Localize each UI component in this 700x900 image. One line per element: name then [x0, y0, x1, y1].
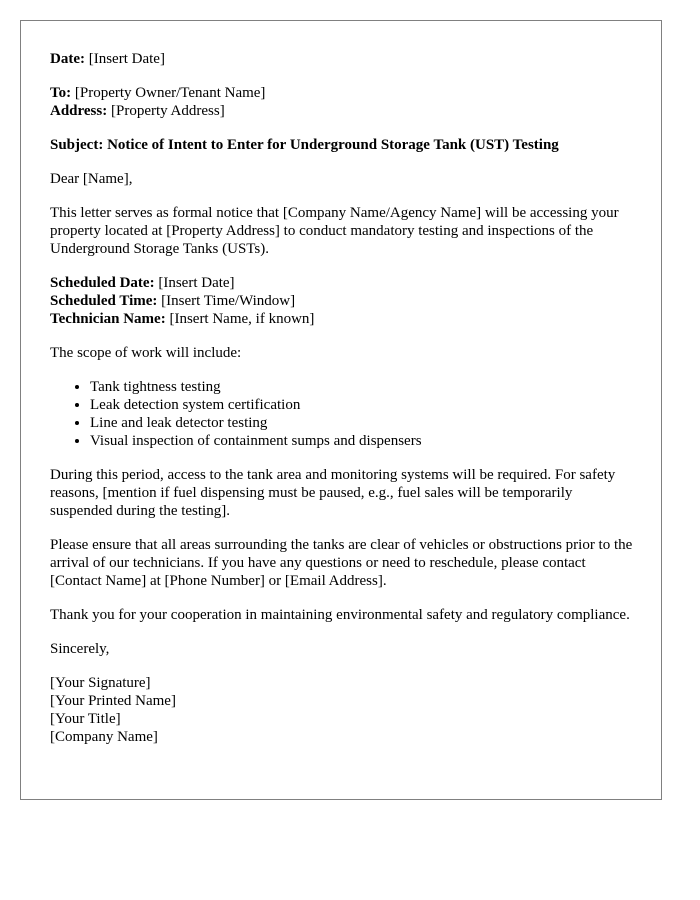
scheduled-time-line	[50, 292, 633, 310]
subject-line	[50, 136, 633, 154]
recipient-value: [Property Owner/Tenant Name]	[71, 85, 266, 101]
scope-list	[50, 378, 633, 450]
scheduled-date-label: Scheduled Date:	[50, 275, 155, 291]
technician-value: [Insert Name, if known]	[165, 311, 315, 327]
address-label: Address:	[50, 103, 108, 119]
scheduled-time-value: [Insert Time/Window]	[157, 293, 296, 309]
list-item: • Tank tightness testing	[90, 378, 633, 396]
recipient-line	[50, 84, 633, 102]
technician-line	[50, 310, 633, 328]
address-value: [Property Address]	[107, 103, 225, 119]
subject-text: Subject: Notice of Intent to Enter for Underground Storage Tank (UST) Testing	[50, 137, 559, 153]
list-item: • Visual inspection of containment sumps and dispensers	[90, 432, 633, 450]
signature-placeholder: [Your Signature]	[50, 675, 151, 691]
date-label: Date:	[50, 51, 85, 67]
greeting: Dear [Name],	[50, 171, 133, 187]
intro-paragraph: This letter serves as formal notice that [Company Name/Agency Name] will be accessing your property located at [Property Address] to conduct mandatory testing and inspections of the Underground Storage Tanks (USTs).	[50, 205, 619, 257]
scheduled-date-value: [Insert Date]	[154, 275, 235, 291]
valediction: Sincerely,	[50, 641, 110, 657]
list-item: • Line and leak detector testing	[90, 414, 633, 432]
scope-intro: The scope of work will include:	[50, 345, 242, 361]
thanks-paragraph: Thank you for your cooperation in maintaining environmental safety and regulatory compliance.	[50, 607, 630, 623]
address-line	[50, 102, 633, 120]
sender-title: [Your Title]	[50, 711, 121, 727]
scheduled-time-label: Scheduled Time:	[50, 293, 158, 309]
letter-document	[20, 20, 662, 800]
scheduled-date-line	[50, 274, 633, 292]
access-paragraph: During this period, access to the tank area and monitoring systems will be required. For safety reasons, [mention if fuel dispensing must be paused, e.g., fuel sales will be temporarily suspended during the testing].	[50, 467, 616, 519]
list-item: • Leak detection system certification	[90, 396, 633, 414]
technician-label: Technician Name:	[50, 311, 166, 327]
date-line	[50, 50, 633, 68]
company-name: [Company Name]	[50, 729, 158, 745]
clearance-paragraph: Please ensure that all areas surrounding the tanks are clear of vehicles or obstructions prior to the arrival of our technicians. If you have any questions or need to reschedule, please contact [Contact Name] at [Phone Number] or [Email Address].	[50, 537, 633, 589]
recipient-label: To:	[50, 85, 72, 101]
date-value: [Insert Date]	[84, 51, 165, 67]
printed-name: [Your Printed Name]	[50, 693, 176, 709]
